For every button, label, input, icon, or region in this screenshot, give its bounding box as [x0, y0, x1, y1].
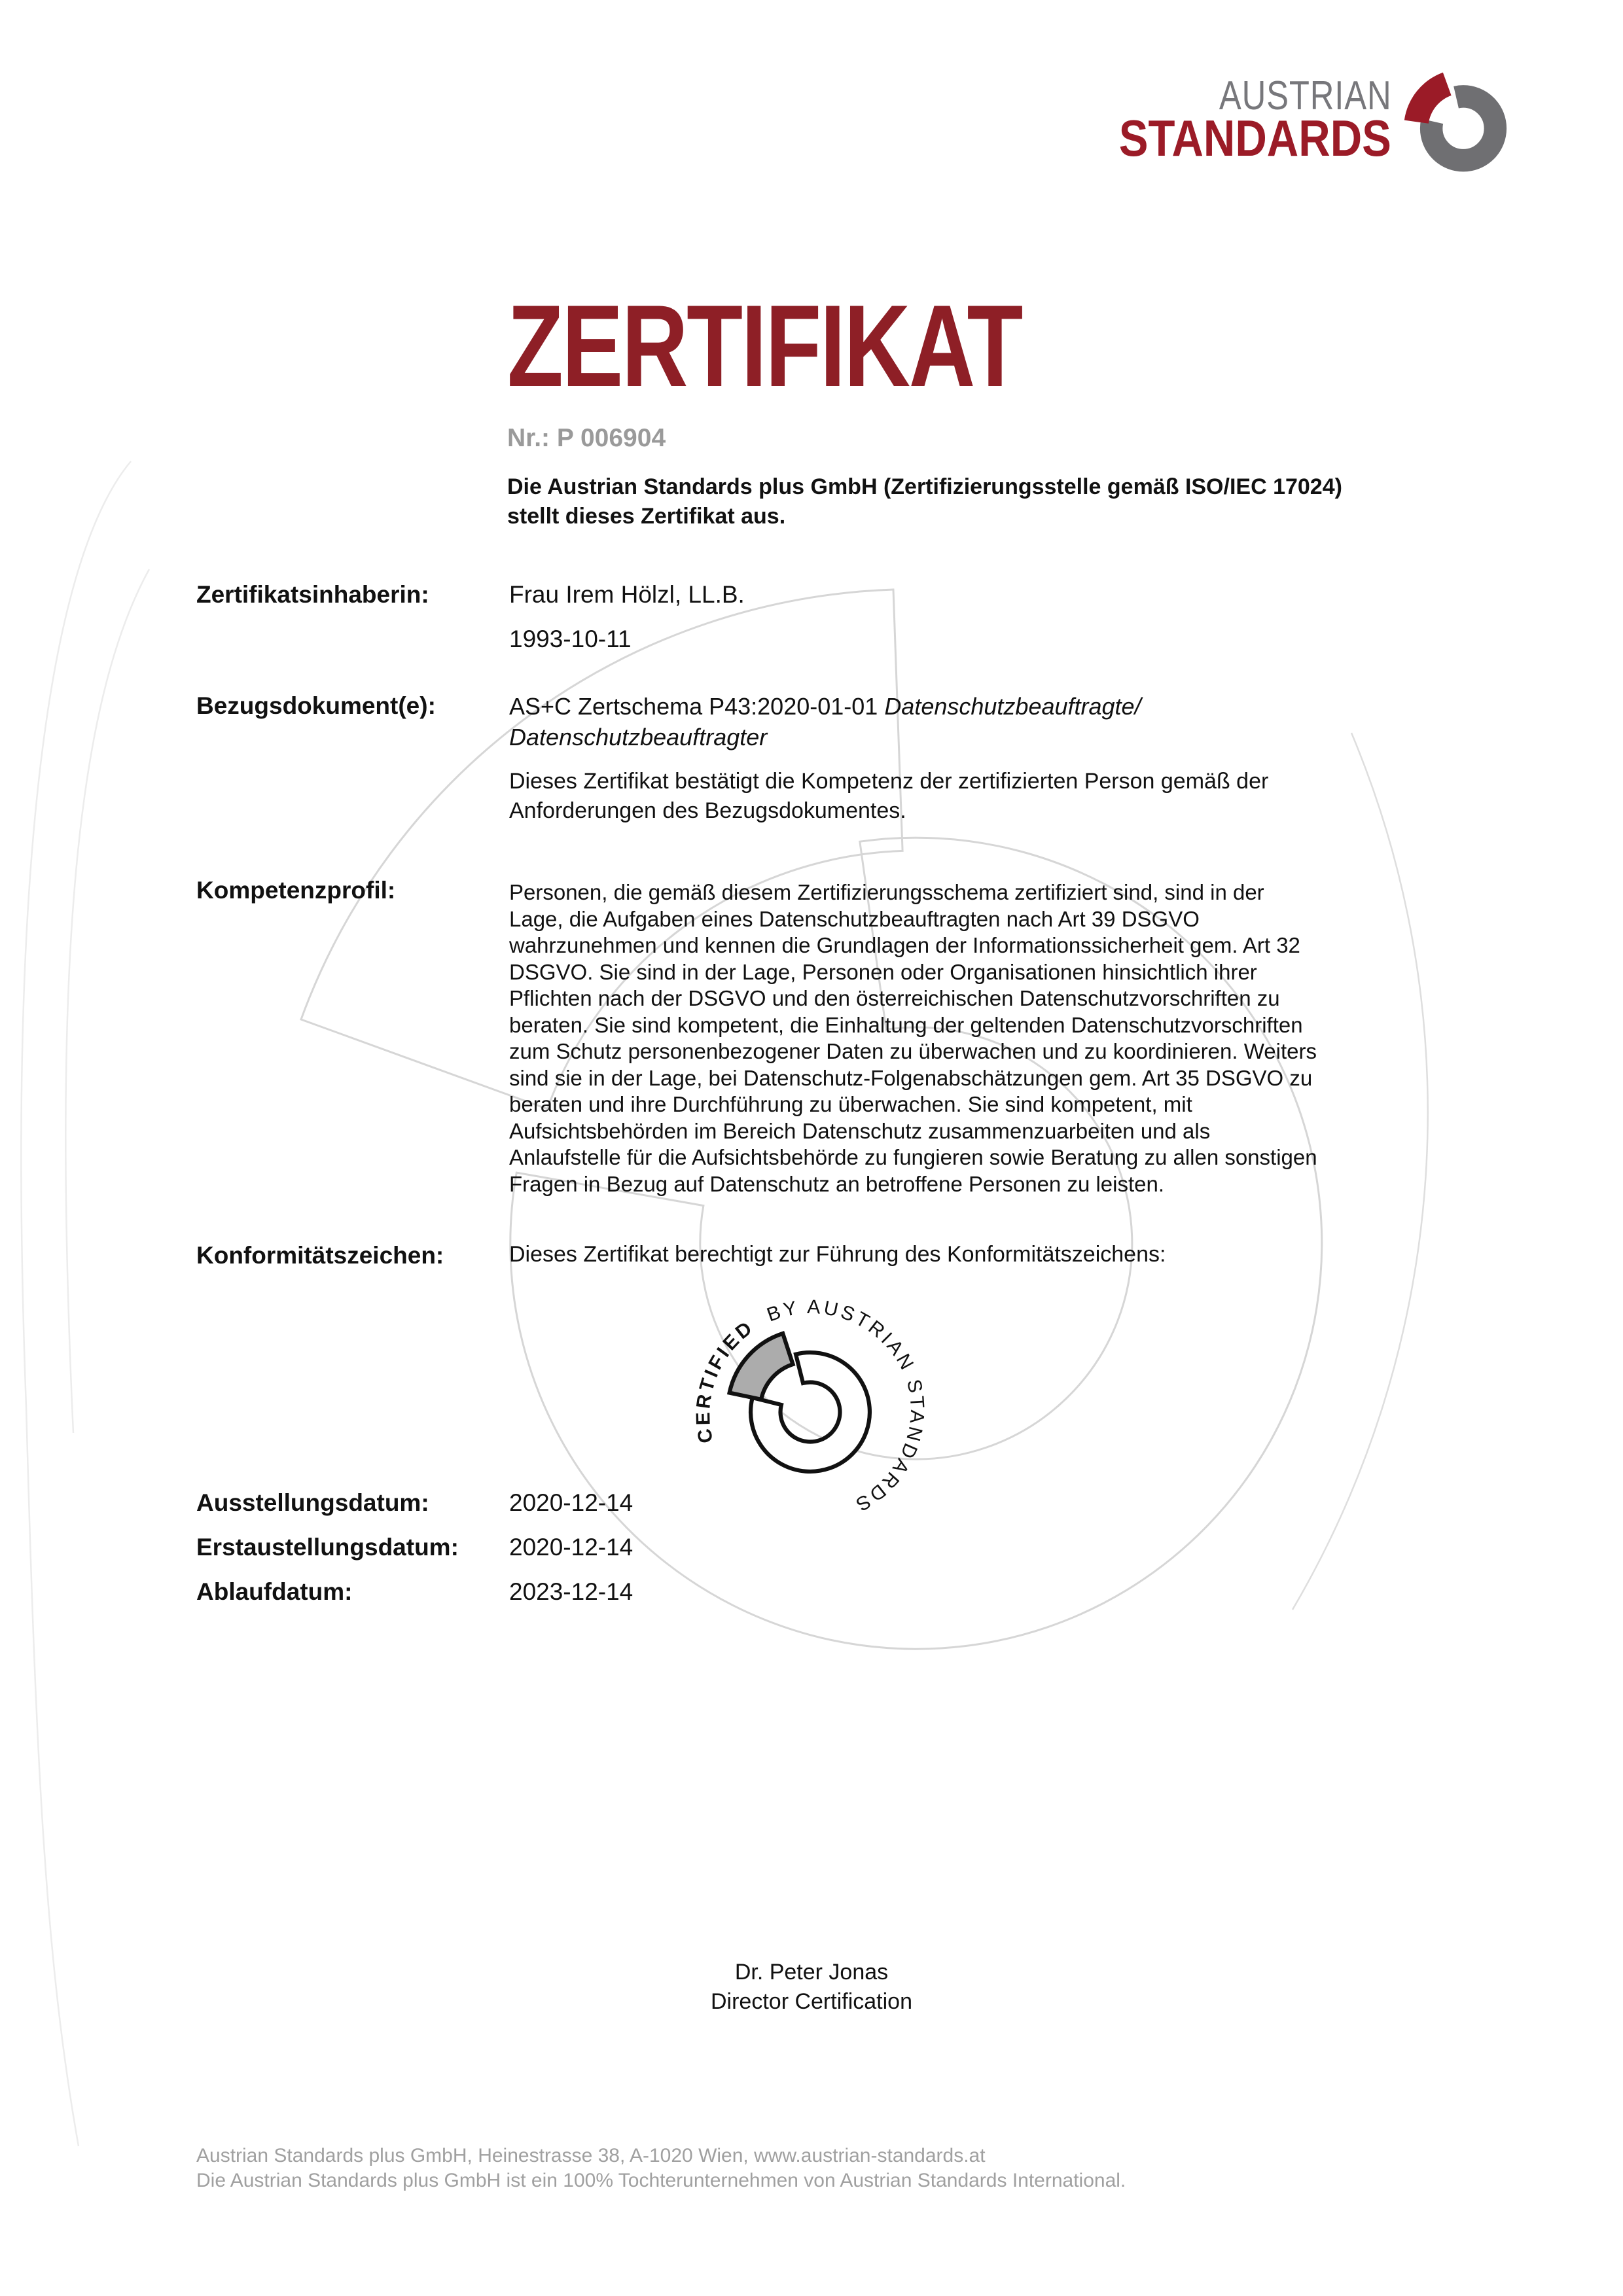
expiry-date-label: Ablaufdatum: — [196, 1578, 353, 1605]
footer-address: Austrian Standards plus GmbH, Heinestrasse 38, A-1020 Wien, www.austrian-standards.at — [196, 2145, 986, 2166]
reference-document-label: Bezugsdokument(e): — [196, 692, 436, 719]
first-issue-date-value: 2020-12-14 — [509, 1534, 633, 1561]
austrian-standards-logo — [1075, 58, 1526, 192]
reference-title-part1: Datenschutzbeauftragte/ — [884, 693, 1141, 720]
austrian-standards-ring-icon — [1400, 58, 1526, 192]
issue-date-label: Ausstellungsdatum: — [196, 1489, 429, 1516]
competence-profile-label: Kompetenzprofil: — [196, 877, 396, 904]
logo-word-austrian: AUSTRIAN — [1219, 73, 1391, 118]
issuer-statement — [507, 472, 1378, 531]
issuer-statement-line1: Die Austrian Standards plus GmbH (Zertifizierungsstelle gemäß ISO/IEC 17024) — [507, 474, 1342, 499]
certificate-number: Nr.: P 006904 — [507, 424, 666, 452]
stamp-words-by-austrian-standards: BY AUSTRIAN STANDARDS — [764, 1296, 929, 1517]
first-issue-date-label: Erstaustellungsdatum: — [196, 1534, 459, 1561]
reference-document-value — [509, 691, 1360, 752]
competence-profile-text: Personen, die gemäß diesem Zertifizierungsschema zertifiziert sind, sind in der Lage, die Aufgaben eines Datenschutzbeauftragten nach Art 39 DSGVO wahrzunehmen und kennen die Grundlagen der Informationssicherheit gem. Art 32 DSGVO. Sie sind in der Lage, Personen oder Organisationen hinsichtlich ihrer Pflichten nach der DSGVO und den österreichischen Datenschutzvorschriften zu beraten. Sie sind kompetent, die Einhaltung der geltenden Datenschutzvorschriften zum Schutz personenbezogener Daten zu überwachen und zu koordinieren. Weiters sind sie in der Lage, bei Datenschutz-Folgenabschätzungen gem. Art 35 DSGVO zu beraten und ihre Durchführung zu überwachen. Sie sind kompetent, mit Aufsichtsbehörden im Bereich Datenschutz zusammenzuarbeiten und als Anlaufstelle für die Aufsichtsbehörde zu fungieren sowie Beratung zu allen sonstigen Fragen in Bezug auf Datenschutz an betroffene Personen zu leisten. — [509, 880, 1317, 1196]
conformity-mark-label: Konformitätszeichen: — [196, 1242, 444, 1269]
logo-word-standards: STANDARDS — [1118, 109, 1391, 167]
document-title: ZERTIFIKAT — [507, 281, 1022, 411]
holder-birthdate: 1993-10-11 — [509, 626, 632, 652]
certified-stamp — [688, 1290, 932, 1534]
reference-title-part2: Datenschutzbeauftragter — [509, 724, 768, 751]
certified-stamp-caption — [692, 1296, 928, 1517]
expiry-date-value: 2023-12-14 — [509, 1578, 633, 1605]
austrian-standards-logo-text — [1075, 58, 1391, 167]
holder-label: Zertifikatsinhaberin: — [196, 581, 429, 608]
holder-name: Frau Irem Hölzl, LL.B. — [509, 581, 745, 608]
footer-company-note: Die Austrian Standards plus GmbH ist ein 100% Tochterunternehmen von Austrian Standards International. — [196, 2170, 1126, 2191]
reference-note: Dieses Zertifikat bestätigt die Kompetenz der zertifizierten Person gemäß der Anforderungen des Bezugsdokumentes. — [509, 769, 1269, 823]
signer-name: Dr. Peter Jonas — [734, 1960, 889, 1985]
signature-block — [0, 1958, 1623, 2017]
stamp-word-certified: CERTIFIED — [692, 1316, 758, 1445]
conformity-mark-text: Dieses Zertifikat berechtigt zur Führung des Konformitätszeichens: — [509, 1242, 1166, 1267]
reference-scheme: AS+C Zertschema P43:2020-01-01 — [509, 693, 885, 720]
issue-date-value: 2020-12-14 — [509, 1489, 633, 1516]
footer — [196, 2144, 1126, 2193]
signer-title: Director Certification — [711, 1989, 912, 2014]
issuer-statement-line2: stellt dieses Zertifikat aus. — [507, 504, 786, 529]
